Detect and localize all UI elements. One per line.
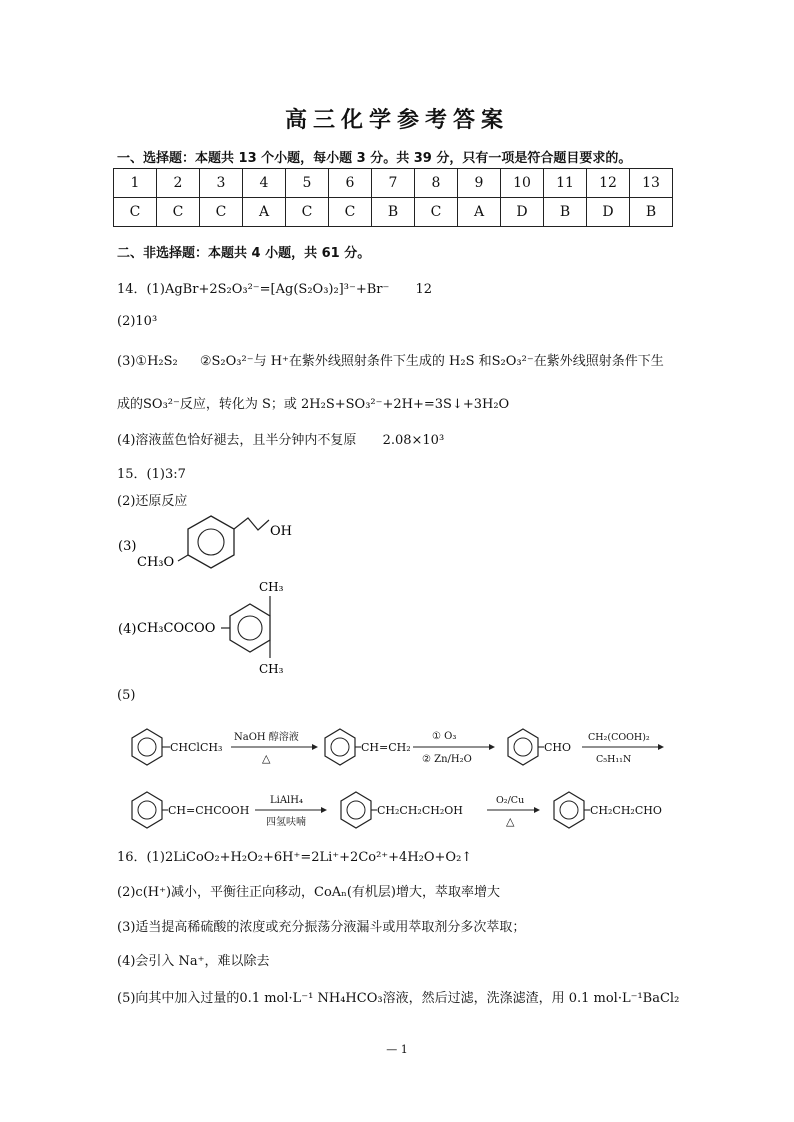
q16-part5: (5)向其中加入过量的0.1 mol·L⁻¹ NH₄HCO₃溶液，然后过滤，洗涤滤渣，用 0.1 mol·L⁻¹BaCl₂ — [117, 991, 680, 1006]
question-number-cell: 9 — [458, 169, 501, 198]
q15-part2: (2)还原反应 — [117, 494, 188, 509]
arrowhead — [312, 744, 318, 750]
q16-part3: (3)适当提高稀硫酸的浓度或充分振荡分液漏斗或用萃取剂分多次萃取； — [117, 920, 526, 935]
side-chain — [234, 518, 269, 530]
question-number-cell: 6 — [329, 169, 372, 198]
section-1-heading: 一、选择题：本题共 13 个小题，每小题 3 分。共 39 分，只有一项是符合题目要求的。 — [117, 151, 632, 166]
q14-part1 — [117, 278, 432, 297]
q14-part1-label: 14．(1) — [117, 282, 165, 297]
question-number-cell: 2 — [157, 169, 200, 198]
route-compound-3: CHO — [544, 741, 572, 754]
answer-cell: A — [458, 198, 501, 227]
benzene-ring — [341, 792, 371, 828]
q15-part4-group: CH₃COCOO — [137, 621, 216, 636]
q15-part3-label: (3) — [118, 539, 137, 554]
q15-part4-top-methyl: CH₃ — [259, 580, 284, 594]
answer-cell: A — [243, 198, 286, 227]
question-number-cell: 7 — [372, 169, 415, 198]
route-compound-4: CH=CHCOOH — [168, 804, 250, 817]
aromatic-circle — [138, 738, 156, 756]
route-arrow-1-bottom: △ — [262, 752, 271, 765]
route-compound-2: CH=CH₂ — [361, 741, 411, 754]
answer-cell: C — [200, 198, 243, 227]
arrowhead — [658, 744, 664, 750]
q15-part4-label: (4) — [118, 622, 137, 637]
route-arrow-5-bottom: △ — [506, 815, 515, 828]
question-number-cell: 11 — [544, 169, 587, 198]
question-number-cell: 1 — [114, 169, 157, 198]
answer-cell: D — [587, 198, 630, 227]
benzene-ring — [132, 792, 162, 828]
answer-cell: D — [501, 198, 544, 227]
route-arrow-3-bottom: C₅H₁₁N — [596, 754, 632, 765]
q14-part1-equation: AgBr+2S₂O₃²⁻=[Ag(S₂O₃)₂]³⁻+Br⁻ — [164, 282, 390, 297]
route-arrow-2-top: ① O₃ — [432, 731, 457, 742]
benzene-ring — [554, 792, 584, 828]
route-compound-6: CH₂CH₂CHO — [590, 804, 662, 817]
page-number: — 1 — [386, 1043, 408, 1056]
question-number-cell: 10 — [501, 169, 544, 198]
q14-part4-b: 2.08×10³ — [382, 433, 445, 448]
arrowhead — [321, 807, 327, 813]
aromatic-circle — [514, 738, 532, 756]
question-number-cell: 5 — [286, 169, 329, 198]
aromatic-circle — [198, 529, 224, 555]
aromatic-circle — [347, 801, 365, 819]
q15-part4-structure — [110, 574, 330, 680]
answer-table — [113, 168, 673, 227]
answer-cell: B — [630, 198, 673, 227]
q15-part4-bottom-methyl: CH₃ — [259, 662, 284, 676]
route-arrow-3-top: CH₂(COOH)₂ — [588, 732, 650, 743]
benzene-ring — [325, 729, 355, 765]
question-number-cell: 12 — [587, 169, 630, 198]
benzene-ring — [230, 604, 270, 652]
arrowhead — [489, 744, 495, 750]
aromatic-circle — [560, 801, 578, 819]
benzene-ring — [508, 729, 538, 765]
route-arrow-4-bottom: 四氢呋喃 — [266, 817, 306, 828]
bond — [178, 555, 188, 561]
q16-part1: 16．(1)2LiCoO₂+H₂O₂+6H⁺=2Li⁺+2Co²⁺+4H₂O+O₂↑ — [117, 850, 473, 865]
section-2-heading: 二、非选择题：本题共 4 小题，共 61 分。 — [117, 246, 371, 261]
route-arrow-1-top: NaOH 醇溶液 — [234, 732, 299, 743]
route-arrow-2-bottom: ② Zn/H₂O — [422, 754, 472, 765]
answer-table-number-row — [114, 169, 673, 198]
route-arrow-5-top: O₂/Cu — [496, 795, 525, 806]
arrowhead — [534, 807, 540, 813]
aromatic-circle — [331, 738, 349, 756]
question-number-cell: 4 — [243, 169, 286, 198]
q15-part5-label: (5) — [117, 688, 136, 703]
q16-part4: (4)会引入 Na⁺，难以除去 — [117, 954, 270, 969]
q15-part3-oh: OH — [270, 524, 292, 539]
route-arrow-4-top: LiAlH₄ — [270, 795, 303, 806]
q14-part3-b: ②S₂O₃²⁻与 H⁺在紫外线照射条件下生成的 H₂S 和S₂O₃²⁻在紫外线照射条件下生 — [199, 354, 664, 369]
q14-part4 — [117, 429, 444, 448]
q15-part3-structure — [110, 508, 330, 578]
aromatic-circle — [138, 801, 156, 819]
page-title: 高三化学参考答案 — [284, 107, 509, 133]
answer-cell: B — [544, 198, 587, 227]
question-number-cell: 3 — [200, 169, 243, 198]
benzene-ring — [188, 516, 234, 568]
answer-cell: B — [372, 198, 415, 227]
route-compound-1: CHClCH₃ — [170, 741, 223, 754]
q14-part3-a: (3)①H₂S₂ — [117, 354, 178, 369]
benzene-ring — [132, 729, 162, 765]
q14-part3 — [117, 350, 664, 369]
question-number-cell: 8 — [415, 169, 458, 198]
synthesis-route — [118, 712, 678, 838]
answer-table-answer-row — [114, 198, 673, 227]
q14-part3-c: 成的SO₃²⁻反应，转化为 S；或 2H₂S+SO₃²⁻+2H+=3S↓+3H₂O — [117, 397, 510, 412]
q14-part4-a: (4)溶液蓝色恰好褪去，且半分钟内不复原 — [117, 433, 357, 448]
answer-cell: C — [114, 198, 157, 227]
q16-part2: (2)c(H⁺)减小，平衡往正向移动，CoAₙ(有机层)增大，萃取率增大 — [117, 885, 500, 900]
aromatic-circle — [238, 616, 262, 640]
route-compound-5: CH₂CH₂CH₂OH — [377, 804, 463, 817]
q15-part1: 15．(1)3:7 — [117, 467, 186, 482]
q14-part2: (2)10³ — [117, 314, 158, 329]
q15-part3-substituent: CH₃O — [137, 555, 175, 570]
question-number-cell: 13 — [630, 169, 673, 198]
answer-cell: C — [415, 198, 458, 227]
answer-cell: C — [157, 198, 200, 227]
answer-cell: C — [286, 198, 329, 227]
q14-part1-value: 12 — [415, 282, 433, 297]
answer-cell: C — [329, 198, 372, 227]
